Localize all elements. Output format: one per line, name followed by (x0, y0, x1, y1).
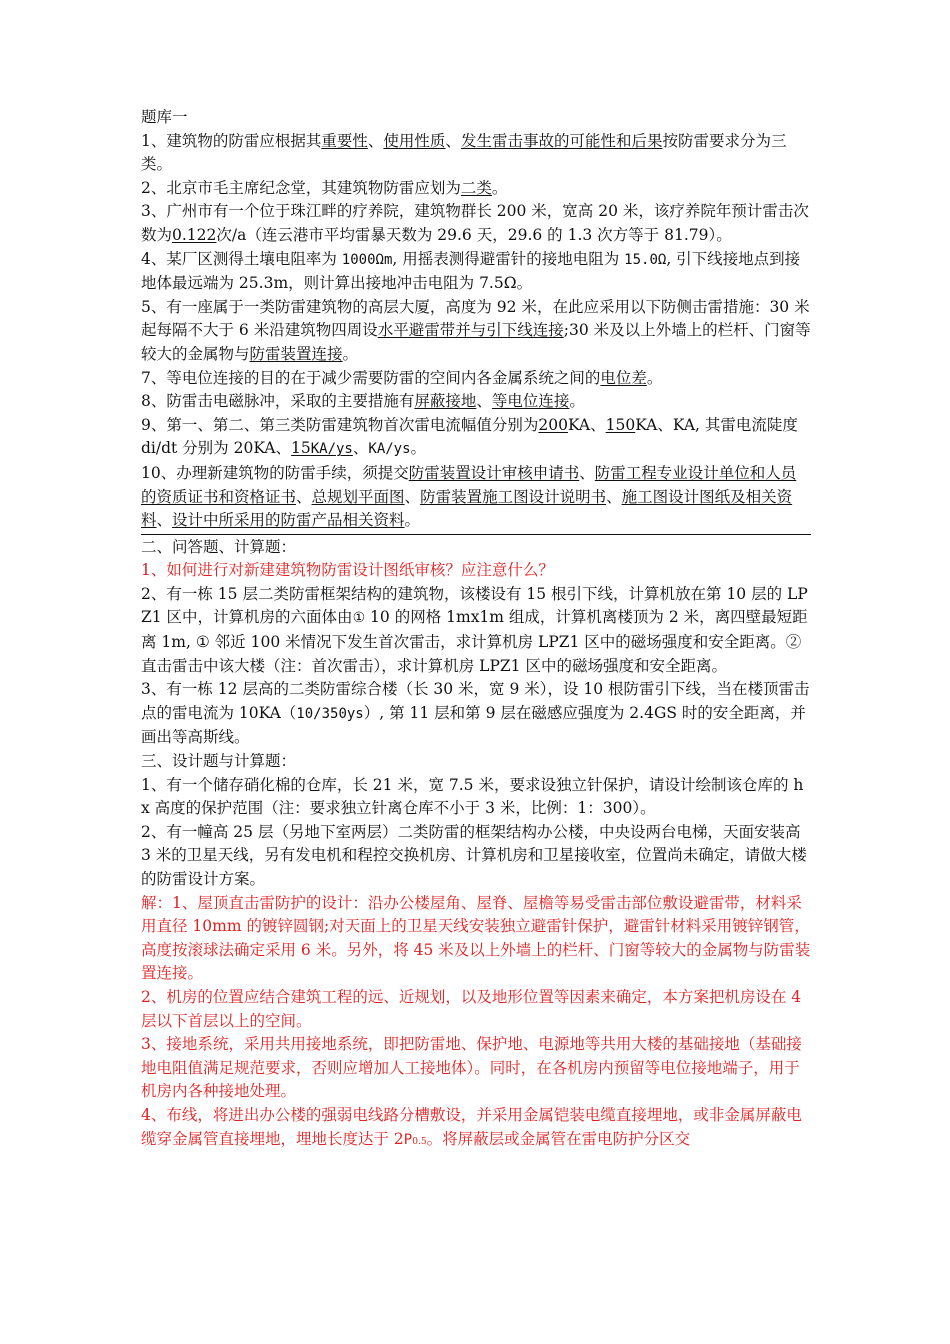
question-7: 7、等电位连接的目的在于减少需要防雷的空间内各金属系统之间的电位差。 (141, 368, 663, 387)
answer-1: 解：1、屋顶直击雷防护的设计：沿办公楼屋角、屋脊、屋檐等易受雷击部位敷设避雷带，材料采用直径 10mm 的镀锌圆钢;对天面上的卫星天线安装独立避雷针保护，避雷针材料采用镀锌钢管，高度按滚球法确定采用 6 米。另外，将 45 米及以上外墙上的栏杆、门窗等较大的金属物与防雷装置连接。 (141, 893, 811, 983)
question-1: 1、建筑物的防雷应根据其重要性、使用性质、发生雷击事故的可能性和后果按防雷要求分为三类。 (141, 131, 787, 174)
question-4: 4、某厂区测得土壤电阻率为 1000Ωm, 用摇表测得避雷针的接地电阻为 15.0Ω, 引下线接地点到接地体最远端为 25.3m，则计算出接地冲击电阻为 7.5Ω。 (141, 249, 801, 293)
doc-title: 题库一 (141, 108, 188, 126)
section-2-question-3: 3、有一栋 12 层高的二类防雷综合楼（长 30 米，宽 9 米），设 10 根防雷引下线，当在楼顶雷击点的雷电流为 10KA（10/350ys）, 第 11 层和第 9 层在磁感应强度为 2.4GS 时的安全距离，并画出等高斯线。 (141, 680, 810, 747)
question-3: 3、广州市有一个位于珠江畔的疗养院，建筑物群长 200 米，宽高 20 米，该疗养院年预计雷击次数为0.122次/a（连云港市平均雷暴天数为 29.6 天，29.6 的 1.3 次方等于 81.79）。 (141, 202, 809, 244)
question-5: 5、有一座属于一类防雷建筑物的高层大厦，高度为 92 米，在此应采用以下防侧击雷措施：30 米起每隔不大于 6 米沿建筑物四周设水平避雷带并与引下线连接;30 米及以上外墙上的栏杆、门窗等较大的金属物与防雷装置连接。 (141, 297, 811, 363)
section-2-question-2: 2、有一栋 15 层二类防雷框架结构的建筑物，该楼设有 15 根引下线，计算机放在第 10 层的 LPZ1 区中，计算机房的六面体由① 10 的网格 1mx1m 组成，计算机离楼顶为 2 米，离四壁最短距离 1m, ① 邻近 100 米情况下发生首次雷击，求计算机房 LPZ1 区中的磁场强度和安全距离。②直击雷击中该大楼（注：首次雷击），求计算机房 LPZ1 区中的磁场强度和安全距离。 (141, 584, 808, 675)
section-3-heading: 三、设计题与计算题： (141, 752, 297, 771)
section-3-question-2: 2、有一幢高 25 层（另地下室两层）二类防雷的框架结构办公楼，中央设两台电梯，天面安装高 3 米的卫星天线，另有发电机和程控交换机房、计算机房和卫星接收室，位置尚未确定，请做大楼的防雷设计方案。 (141, 822, 807, 888)
section-2-question-1: 1、如何进行对新建建筑物防雷设计图纸审核？应注意什么？ (141, 561, 554, 580)
document-page (141, 106, 811, 1154)
answer-4: 4、布线，将进出办公楼的强弱电线路分槽敷设，并采用金属铠装电缆直接埋地，或非金属屏蔽电缆穿金属管直接埋地，埋地长度达于 2P0.5。将屏蔽层或金属管在雷电防护分区交 (141, 1105, 802, 1148)
question-9: 9、第一、第二、第三类防雷建筑物首次雷电流幅值分别为200KA、150KA、KA, 其雷电流陡度 di/dt 分别为 20KA、15KA/ys、KA/ys。 (141, 415, 798, 458)
section-3-question-1: 1、有一个储存硝化棉的仓库，长 21 米，宽 7.5 米，要求设独立针保护，请设计绘制该仓库的 hx 高度的保护范围（注：要求独立针离仓库不小于 3 米，比例：1：300）。 (141, 775, 804, 818)
question-8: 8、防雷击电磁脉冲，采取的主要措施有屏蔽接地、等电位连接。 (141, 392, 585, 411)
question-10: 10、办理新建筑物的防雷手续，须提交防雷装置设计审核申请书、防雷工程专业设计单位和人员的资质证书和资格证书、总规划平面图、防雷装置施工图设计说明书、施工图设计图纸及相关资料、设计中所采用的防雷产品相关资料。 (141, 462, 811, 535)
answer-2: 2、机房的位置应结合建筑工程的远、近规划，以及地形位置等因素来确定，本方案把机房设在 4 层以下首层以上的空间。 (141, 987, 802, 1030)
answer-3: 3、接地系统，采用共用接地系统，即把防雷地、保护地、电源地等共用大楼的基础接地（基础接地电阻值满足规范要求，否则应增加人工接地体）。同时，在各机房内预留等电位接地端子，用于机房内各种接地处理。 (141, 1035, 802, 1101)
section-2-heading: 二、问答题、计算题： (141, 537, 297, 556)
question-2: 2、北京市毛主席纪念堂，其建筑物防雷应划为二类。 (141, 178, 508, 197)
